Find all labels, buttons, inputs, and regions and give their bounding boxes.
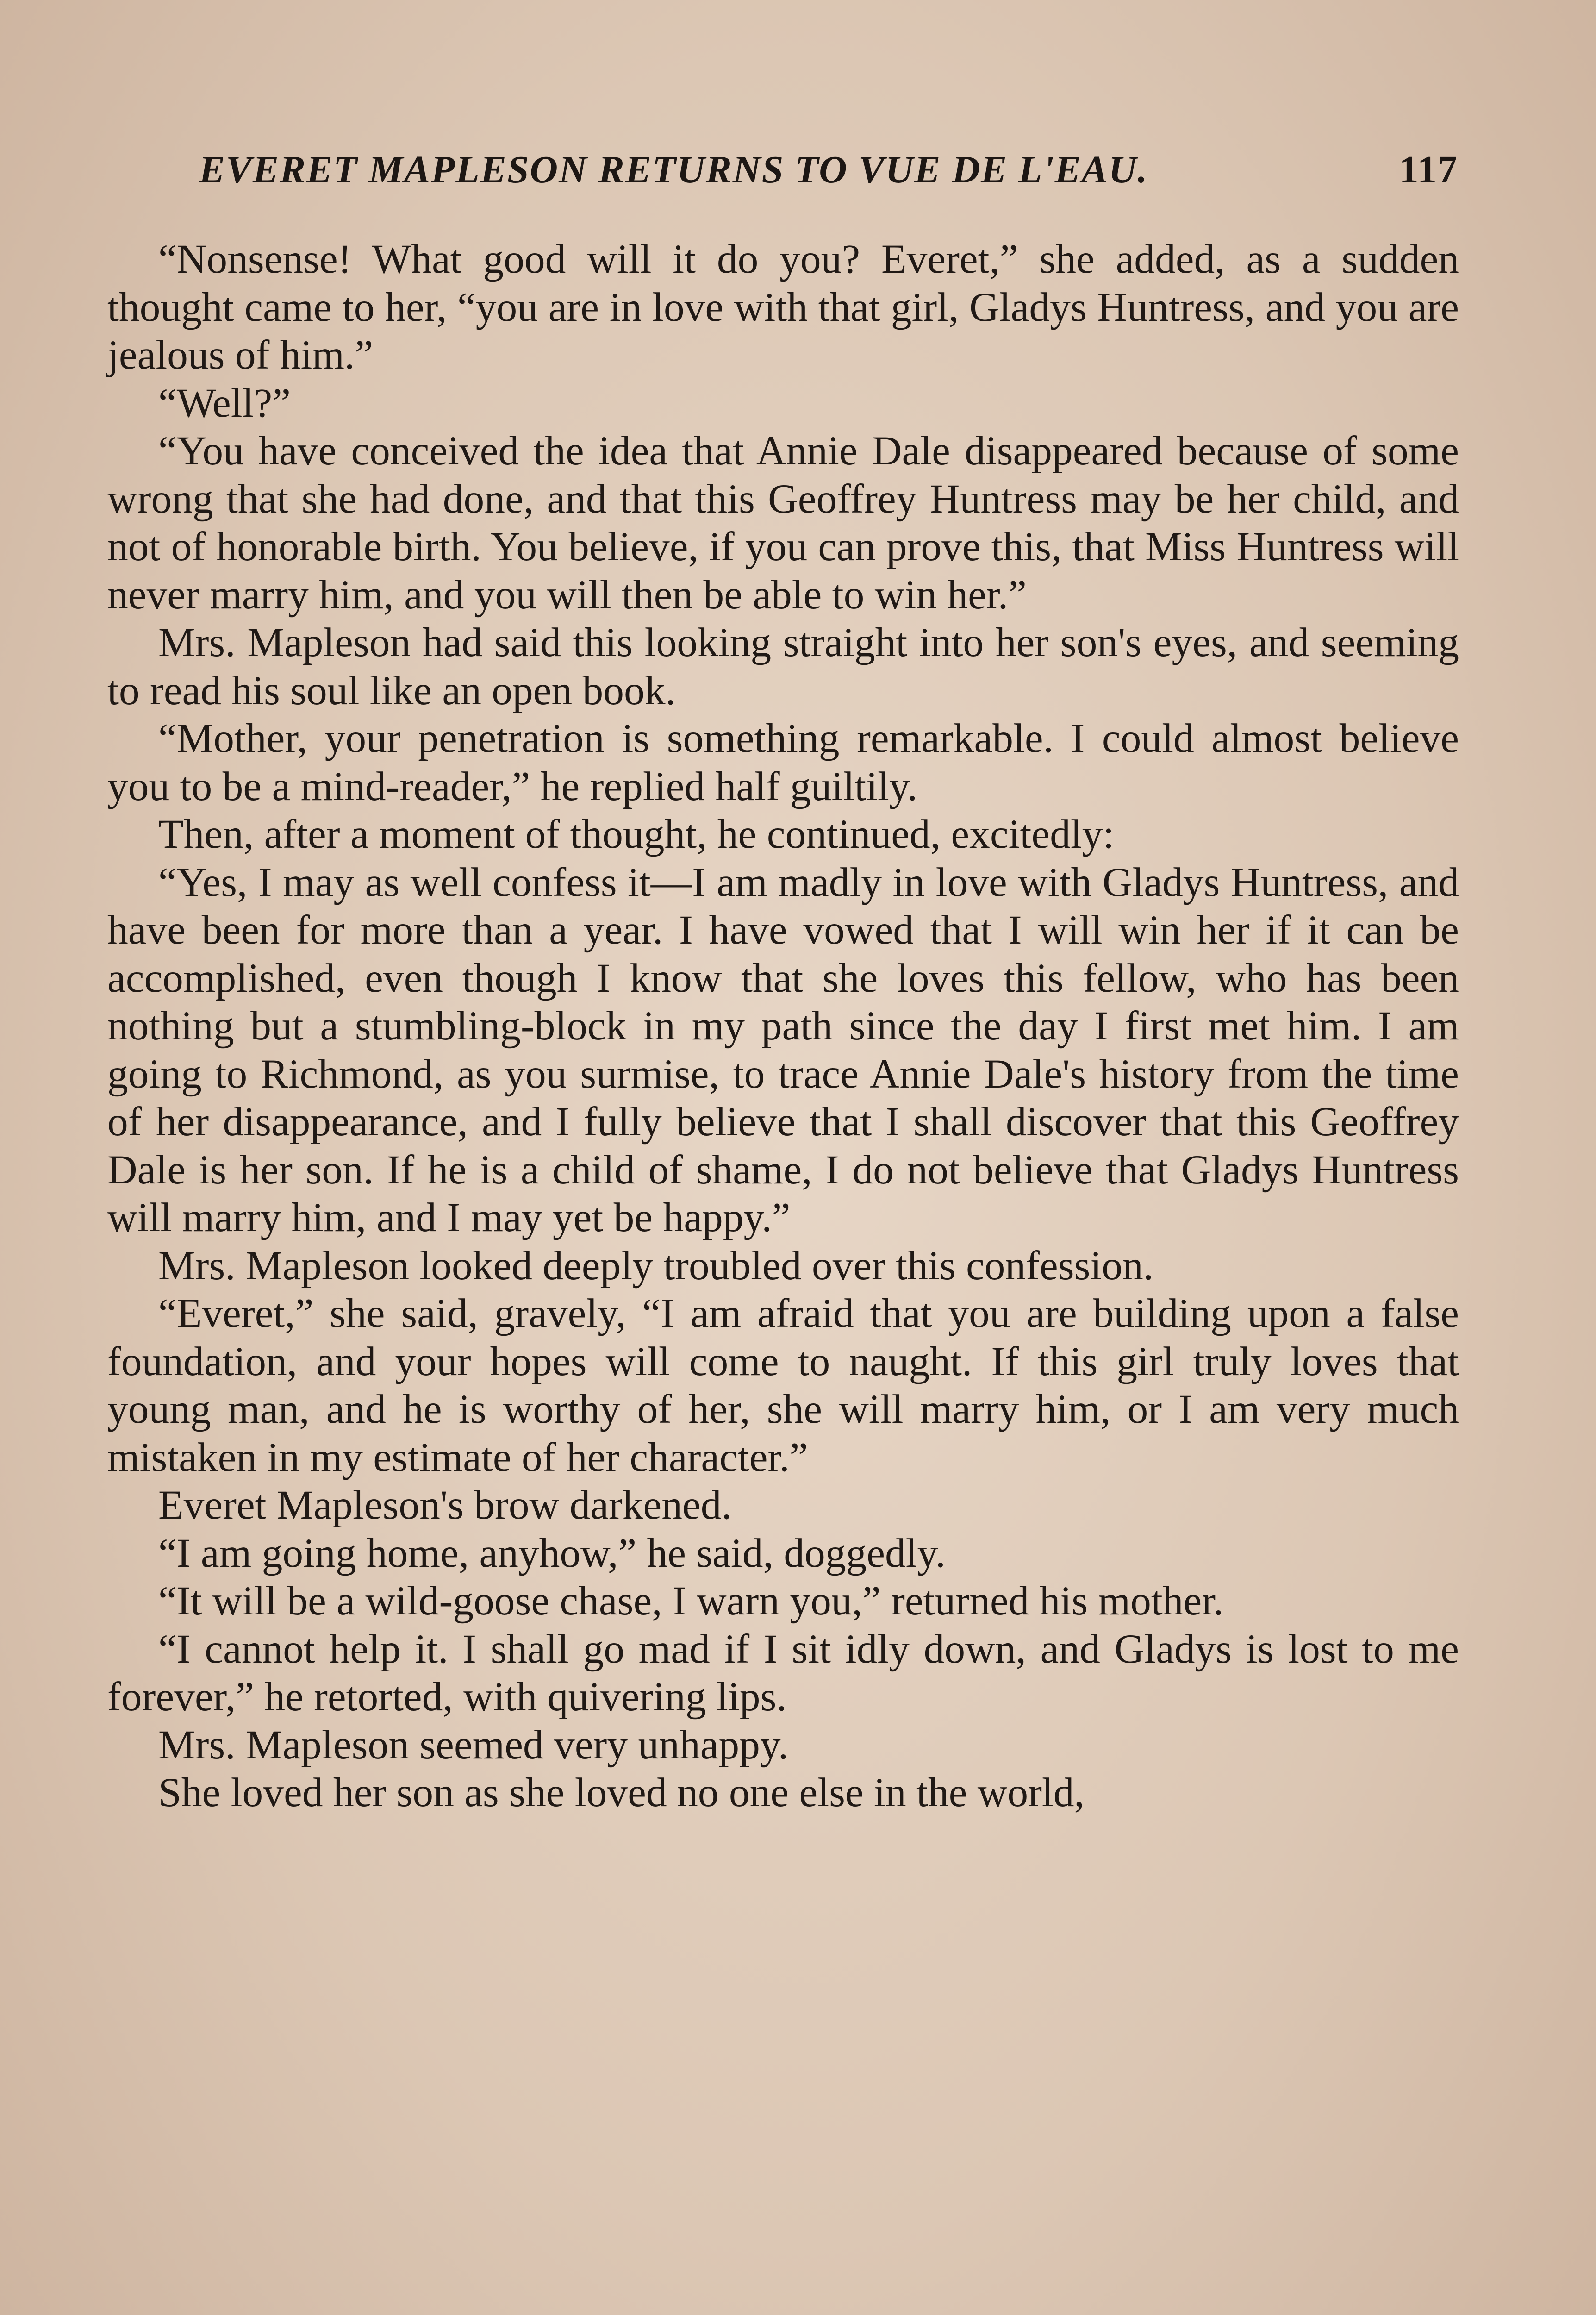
- paragraph: Everet Mapleson's brow darkened.: [158, 1482, 732, 1528]
- paragraph: Then, after a moment of thought, he continued, excitedly:: [158, 811, 1115, 857]
- paragraph: “Well?”: [158, 380, 291, 426]
- paragraph: “You have conceived the idea that Annie Dale disappeared because of some wrong that she had done, and that this Geoffrey Huntress may be her child, and not of honorable birth. You believe, if you can prove this, that Miss Huntress will never marry him, and you will then be able to win her.”: [107, 428, 1459, 618]
- paragraph: “Everet,” she said, gravely, “I am afraid that you are building upon a false foundation, and your hopes will come to naught. If this girl truly loves that young man, and he is worthy of her, she will marry him, or I am very much mistaken in my estimate of her character.”: [107, 1290, 1459, 1480]
- paragraph: Mrs. Mapleson looked deeply troubled over this confession.: [158, 1242, 1154, 1289]
- paragraph: “I cannot help it. I shall go mad if I sit idly down, and Gladys is lost to me forever,” he retorted, with quivering lips.: [107, 1626, 1459, 1720]
- paragraph: “Nonsense! What good will it do you? Everet,” she added, as a sudden thought came to her, “you are in love with that girl, Gladys Huntress, and you are jealous of him.”: [107, 236, 1459, 378]
- chapter-title: EVERET MAPLESON RETURNS TO VUE DE L'EAU.: [199, 148, 1148, 191]
- paragraph: Mrs. Mapleson seemed very unhappy.: [158, 1721, 789, 1768]
- body-text: [107, 235, 1459, 1817]
- paragraph: “Mother, your penetration is something remarkable. I could almost believe you to be a mind-reader,” he replied half guiltily.: [107, 715, 1459, 809]
- running-head: [199, 147, 1458, 207]
- paragraph: She loved her son as she loved no one else in the world,: [158, 1770, 1085, 1815]
- paragraph: “It will be a wild-goose chase, I warn you,” returned his mother.: [158, 1578, 1224, 1624]
- paragraph: Mrs. Mapleson had said this looking straight into her son's eyes, and seeming to read his soul like an open book.: [107, 619, 1459, 713]
- paragraph: “I am going home, anyhow,” he said, doggedly.: [158, 1530, 946, 1576]
- page-number: 117: [1399, 148, 1458, 191]
- paragraph: “Yes, I may as well confess it—I am madly in love with Gladys Huntress, and have been for more than a year. I have vowed that I will win her if it can be accomplished, even though I know that she loves this fellow, who has been nothing but a stumbling-block in my path since the day I first met him. I am going to Richmond, as you surmise, to trace Annie Dale's history from the time of her disappearance, and I fully believe that I shall discover that this Geoffrey Dale is her son. If he is a child of shame, I do not believe that Gladys Huntress will marry him, and I may yet be happy.”: [107, 859, 1459, 1240]
